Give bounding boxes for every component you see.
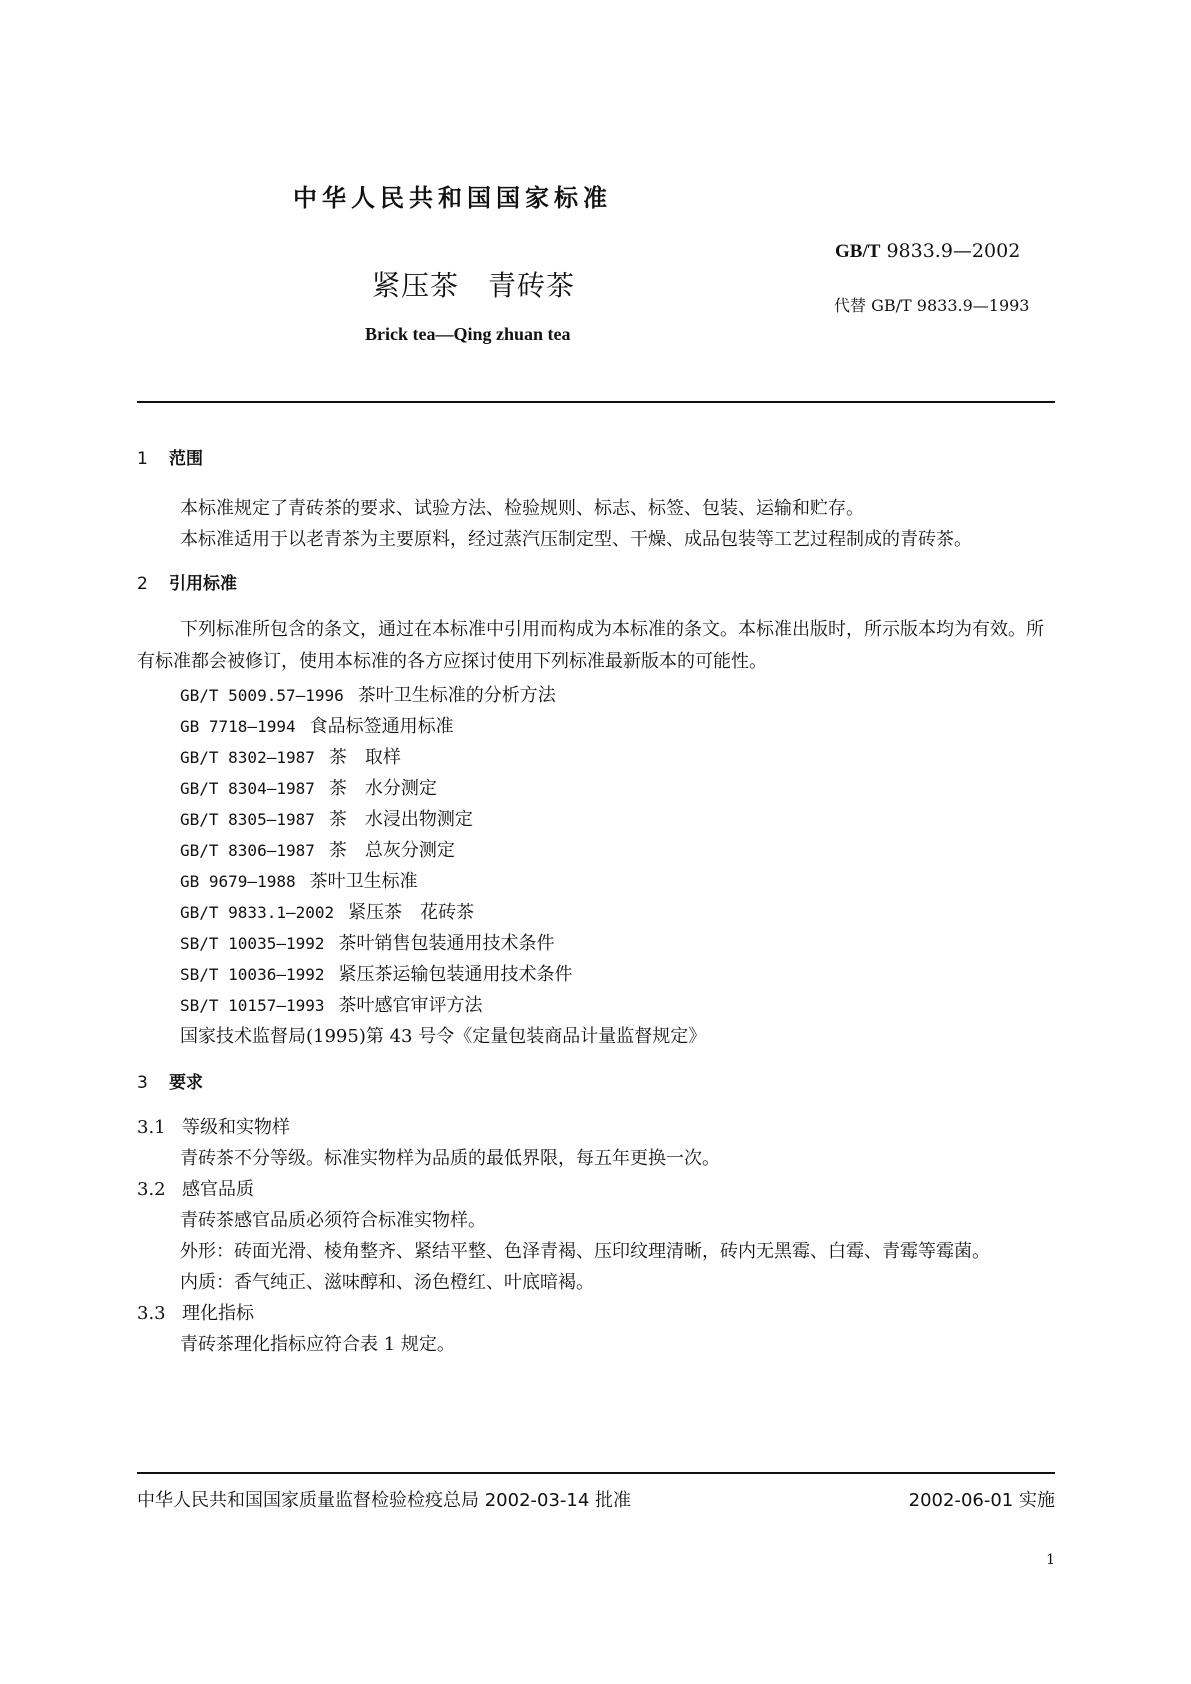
reference-item	[180, 867, 418, 893]
reference-item	[180, 681, 556, 707]
reference-code: GB/T 8302—1987	[180, 748, 315, 767]
reference-name: 茶叶感官审评方法	[338, 995, 483, 1016]
section-heading-2	[137, 569, 237, 594]
reference-code: GB/T 5009.57—1996	[180, 686, 344, 705]
paragraph: 青砖茶理化指标应符合表 1 规定。	[180, 1334, 455, 1355]
document-title-en: Brick tea—Qing zhuan tea	[365, 324, 571, 344]
standard-number: 9833.9—2002	[886, 240, 1021, 262]
section-title: 范围	[169, 449, 203, 469]
reference-item-decree: 国家技术监督局(1995)第 43 号令《定量包装商品计量监督规定》	[180, 1026, 707, 1047]
reference-name: 茶 取样	[328, 747, 401, 768]
section-number: 2	[137, 574, 148, 594]
reference-code: GB/T 8305—1987	[180, 810, 315, 829]
paragraph: 内质：香气纯正、滋味醇和、汤色橙红、叶底暗褐。	[180, 1272, 594, 1293]
reference-item	[180, 836, 455, 862]
reference-name: 茶 水分测定	[328, 778, 437, 799]
section-heading-1	[137, 444, 203, 469]
paragraph: 青砖茶不分等级。标准实物样为品质的最低界限，每五年更换一次。	[180, 1148, 720, 1169]
reference-code: SB/T 10157—1993	[180, 996, 325, 1015]
effective-date: 2002-06-01 实施	[908, 1490, 1055, 1511]
reference-item	[180, 805, 473, 831]
reference-name: 茶 总灰分测定	[328, 840, 455, 861]
reference-item	[180, 929, 555, 955]
reference-name: 茶 水浸出物测定	[328, 809, 473, 830]
section-heading-3	[137, 1068, 203, 1093]
paragraph: 青砖茶感官品质必须符合标准实物样。	[180, 1210, 486, 1231]
subsection-title: 理化指标	[182, 1303, 254, 1324]
subsection-number: 3.1	[137, 1117, 166, 1138]
document-title-cn: 紧压茶 青砖茶	[372, 269, 576, 302]
reference-code: GB/T 8306—1987	[180, 841, 315, 860]
reference-name: 茶叶卫生标准的分析方法	[357, 685, 556, 706]
standard-code	[835, 240, 1020, 263]
reference-code: GB/T 9833.1—2002	[180, 903, 335, 922]
standard-prefix: GB/T	[835, 241, 881, 262]
subsection-title: 感官品质	[182, 1179, 254, 1200]
reference-code: GB 7718—1994	[180, 717, 296, 736]
paragraph: 下列标准所包含的条文，通过在本标准中引用而构成为本标准的条文。本标准出版时，所示版本均为有效。所有标准都会被修订，使用本标准的各方应探讨使用下列标准最新版本的可能性。	[137, 619, 1044, 672]
reference-item	[180, 743, 401, 769]
page-number: 1	[1046, 1552, 1055, 1568]
section-number: 3	[137, 1073, 148, 1093]
reference-item	[180, 712, 454, 738]
reference-name: 食品标签通用标准	[309, 716, 454, 737]
reference-item	[180, 960, 573, 986]
national-standard-heading: 中华人民共和国国家标准	[293, 184, 612, 212]
reference-item	[180, 898, 474, 924]
subsection-number: 3.3	[137, 1303, 166, 1324]
reference-name: 紧压茶 花砖茶	[348, 902, 475, 923]
subsection-title: 等级和实物样	[182, 1117, 290, 1138]
subsection-heading-3-2	[137, 1175, 254, 1201]
reference-name: 茶叶销售包装通用技术条件	[338, 933, 555, 954]
reference-name: 紧压茶运输包装通用技术条件	[338, 964, 573, 985]
approval-issuer: 中华人民共和国国家质量监督检验检疫总局 2002-03-14 批准	[137, 1490, 632, 1511]
reference-code: SB/T 10035—1992	[180, 934, 325, 953]
section-title: 引用标准	[169, 574, 237, 594]
header-rule	[137, 401, 1055, 403]
replaces-standard: 代替 GB/T 9833.9—1993	[834, 296, 1030, 315]
paragraph: 本标准规定了青砖茶的要求、试验方法、检验规则、标志、标签、包装、运输和贮存。	[180, 498, 864, 519]
section-number: 1	[137, 449, 148, 469]
paragraph: 本标准适用于以老青茶为主要原料，经过蒸汽压制定型、干燥、成品包装等工艺过程制成的青砖茶。	[180, 529, 972, 550]
subsection-number: 3.2	[137, 1179, 166, 1200]
reference-item	[180, 774, 437, 800]
footer-rule	[137, 1472, 1055, 1474]
reference-code: GB 9679—1988	[180, 872, 296, 891]
reference-name: 茶叶卫生标准	[309, 871, 418, 892]
paragraph: 外形：砖面光滑、棱角整齐、紧结平整、色泽青褐、压印纹理清晰，砖内无黑霉、白霉、青霉等霉菌。	[180, 1241, 990, 1262]
reference-code: GB/T 8304—1987	[180, 779, 315, 798]
reference-code: SB/T 10036—1992	[180, 965, 325, 984]
subsection-heading-3-3	[137, 1299, 254, 1325]
reference-item	[180, 991, 483, 1017]
section-title: 要求	[169, 1073, 203, 1093]
subsection-heading-3-1	[137, 1113, 290, 1139]
